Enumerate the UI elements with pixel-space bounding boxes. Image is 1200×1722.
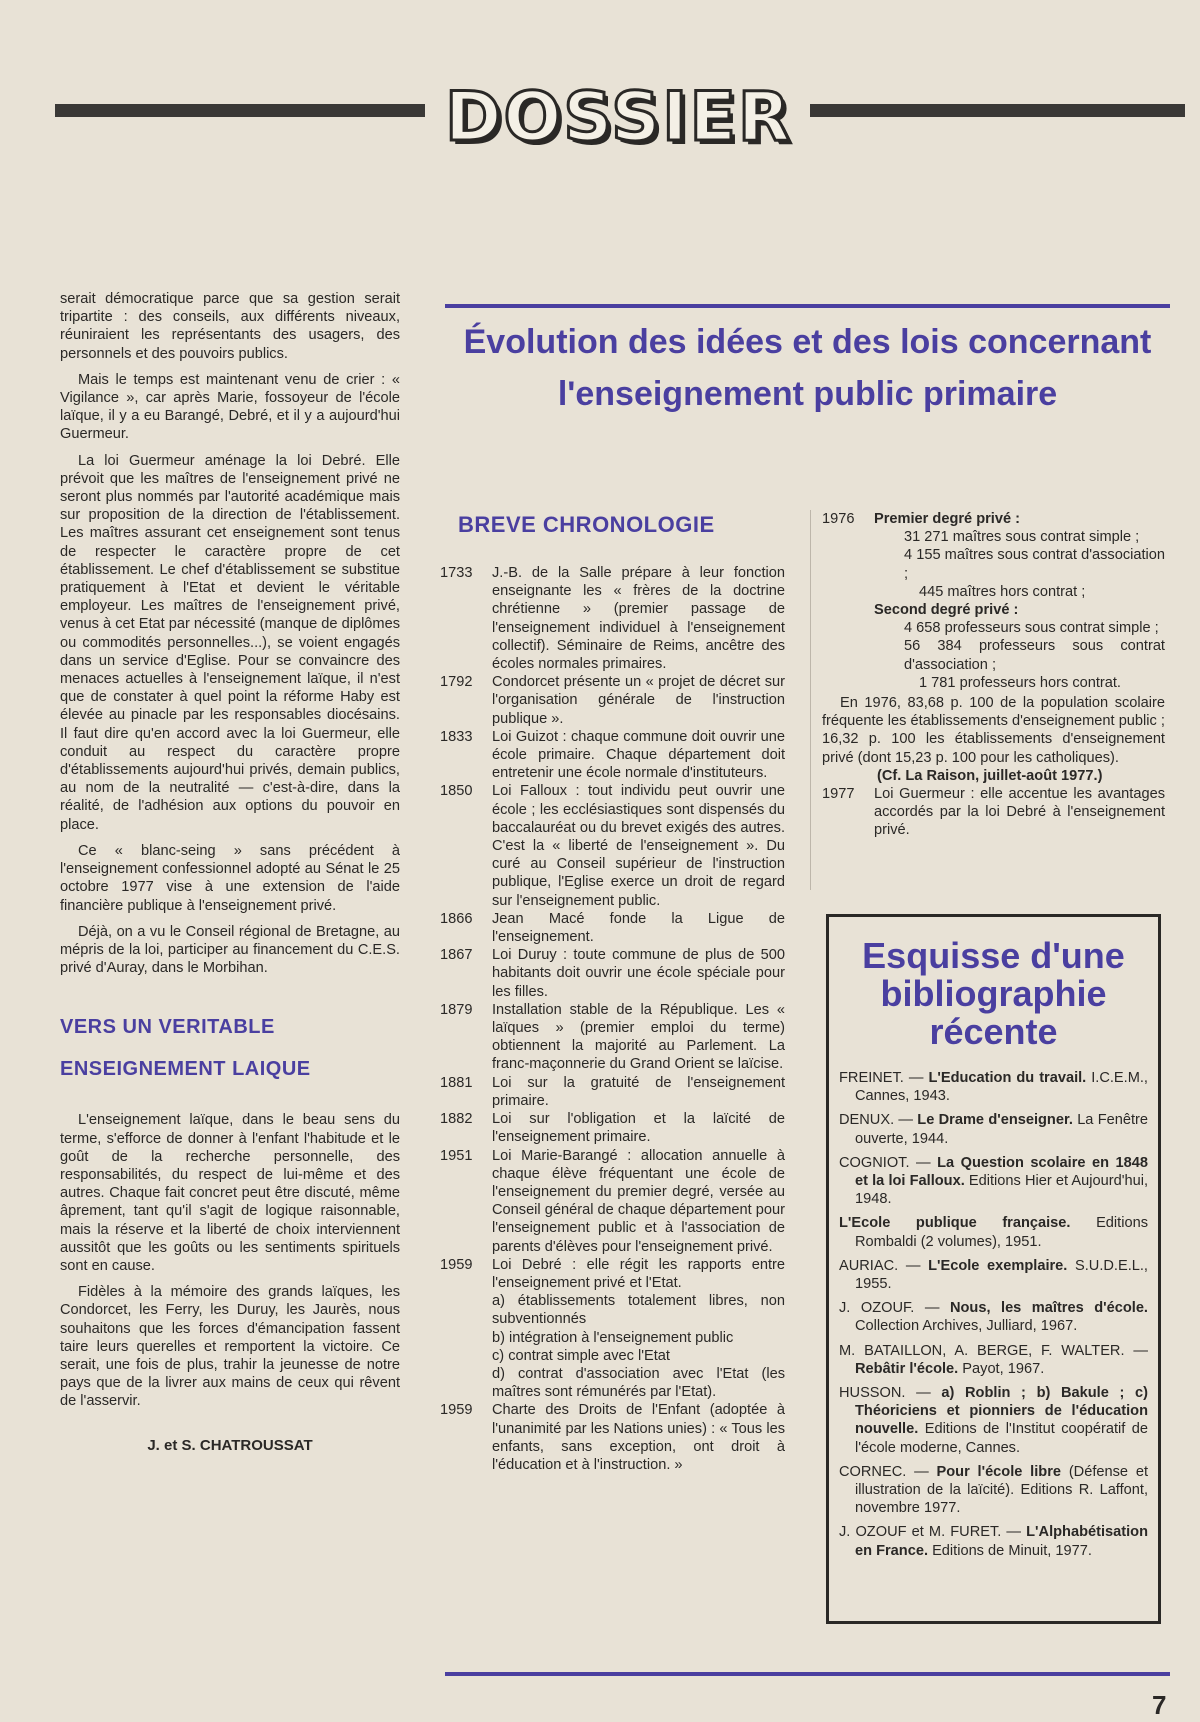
entry-text: J.-B. de la Salle prépare à leur fonction enseignante les « frères de la doctrine chrétienne » (premier passage de l'enseignement individuel à l'enseignement collectif). Séminaire de Reims, ancêtre des écoles normales primaires.	[492, 565, 785, 673]
entry-text: Condorcet présente un « projet de décret sur l'organisation générale de l'instruction publique ».	[492, 674, 785, 727]
bibliography-list	[839, 1069, 1148, 1560]
subheading-line: ENSEIGNEMENT LAIQUE	[60, 1058, 311, 1081]
chronology-continued	[822, 510, 1165, 840]
column-divider	[810, 510, 811, 890]
article-rule-top	[445, 304, 1170, 308]
entry-text: Loi Guizot : chaque commune doit ouvrir une école primaire. Chaque département doit entretenir une école normale d'instituteurs.	[492, 728, 785, 782]
entry-year: 1879	[440, 1001, 473, 1018]
header-rule-left	[55, 104, 425, 117]
bibliography-entry	[839, 1154, 1148, 1209]
section-label: DOSSIER	[445, 78, 793, 157]
chronology-entry	[822, 785, 1165, 840]
bib-author: CORNEC. —	[839, 1463, 937, 1480]
bib-publisher: La Fenêtre ouverte, 1944.	[855, 1112, 1148, 1147]
bibliography-box	[826, 914, 1161, 1624]
paragraph: La loi Guermeur aménage la loi Debré. Elle prévoit que les maîtres de l'enseignement privé ne seront plus nommés par l'autorité académique mais sur proposition de la direction de l'établissement. Les maîtres assurant cet enseignement sont tenus de respecter le caractère propre de cet établissement. Le chef d'établissement se substitue pratiquement à l'Etat et devient le véritable employeur. Les maîtres de l'enseignement privé, venus à cet Etat par nécessité (manque de diplômes ou commodités personnelles...), se voient engagés dans un service d'Eglise. Pour se convaincre des menaces actuelles à l'enseignement laïque, il n'est que de constater à quel point la réforme Haby est élevée au pinacle par les responsables diocésains. Il faut dire qu'en accord avec la loi Guermeur, elle conduit au respect du caractère propre d'établissements aujourd'hui privés, demain publics, au nom de la neutralité — c'est-à-dire, dans la réalité, de l'adhésion aux options du pouvoir en place.	[60, 452, 400, 833]
bibliography-entry	[839, 1299, 1148, 1335]
chronology-list	[440, 564, 785, 1474]
chronology-heading: BREVE CHRONOLOGIE	[458, 512, 715, 537]
bib-publisher: S.U.D.E.L., 1955.	[855, 1257, 1148, 1293]
chronology-entry	[440, 1147, 785, 1256]
chronology-entry	[440, 910, 785, 946]
subheading	[60, 1015, 400, 1081]
entry-text: Loi sur l'obligation et la laïcité de l'enseignement primaire.	[492, 1111, 785, 1146]
entry-year: 1881	[440, 1074, 473, 1091]
entry-text	[492, 1256, 785, 1402]
bib-publisher: Editions Hier et Aujourd'hui, 1948.	[855, 1173, 1149, 1208]
stats-line: 56 384 professeurs sous contrat d'association ;	[904, 638, 1165, 673]
entry-year: 1951	[440, 1147, 473, 1164]
subheading-line: VERS UN VERITABLE	[60, 1016, 275, 1039]
entry-year: 1959	[440, 1402, 473, 1419]
entry-text: Loi Duruy : toute commune de plus de 500 habitants doit ouvrir une école spéciale pour les filles.	[492, 947, 785, 1000]
bibliography-title: Esquisse d'une bibliographie récente	[862, 935, 1125, 1052]
bibliography-entry	[839, 1523, 1148, 1559]
bib-title: La Question scolaire en 1848 et la loi Falloux.	[855, 1154, 1148, 1190]
bib-author: HUSSON. —	[839, 1385, 942, 1402]
bib-publisher: Editions de Minuit, 1977.	[932, 1542, 1092, 1559]
bib-publisher: (Défense et illustration de la laïcité). Editions R. Laffont, novembre 1977.	[855, 1463, 1148, 1517]
bib-title: Le Drame d'enseigner.	[917, 1112, 1078, 1129]
bib-title: L'Alphabétisation en France.	[855, 1524, 1148, 1559]
chronology-entry	[440, 1001, 785, 1074]
bib-author: M. BATAILLON, A. BERGE, F. WALTER. —	[839, 1342, 1148, 1359]
stats-label: Premier degré privé :	[874, 511, 1021, 527]
stats-label: Second degré privé :	[874, 602, 1019, 619]
paragraph: L'enseignement laïque, dans le beau sens du terme, s'efforce de donner à l'enfant l'habitude et le goût de la recherche personnelle, des responsabilités, du respect de lui-même et des autres. Chaque fait concret peut être discuté, même âprement, tant qu'il s'agit de logique raisonnable, mais la réserve et la liberté de choix interviennent aussitôt que les goûts ou les sentiments spirituels sont en cause.	[60, 1112, 400, 1274]
entry-text	[874, 510, 1165, 692]
chronology-entry	[440, 946, 785, 1001]
entry-year: 1833	[440, 728, 473, 745]
page-number: 7	[1152, 1690, 1167, 1720]
entry-item: c) contrat simple avec l'Etat	[492, 1347, 670, 1364]
stats-paragraph: En 1976, 83,68 p. 100 de la population scolaire fréquente les établissements d'enseignement public ; 16,32 p. 100 les établissements d'enseignement privé (dont 15,23 p. 100 pour les catholiques).	[822, 695, 1165, 766]
bib-title: Pour l'école libre	[936, 1463, 1069, 1480]
article-rule-bottom	[445, 1672, 1170, 1676]
bib-publisher: I.C.E.M., Cannes, 1943.	[855, 1070, 1148, 1105]
entry-year: 1792	[440, 674, 473, 691]
bibliography-entry	[839, 1069, 1148, 1105]
chronology-entry	[440, 1074, 785, 1110]
bib-title: Rebâtir l'école.	[855, 1360, 963, 1377]
paragraph: Ce « blanc-seing » sans précédent à l'enseignement confessionnel adopté au Sénat le 25 octobre 1977 vise à une extension de l'aide financière publique à l'enseignement privé.	[60, 842, 400, 914]
bibliography-entry	[839, 1342, 1148, 1378]
entry-text: Loi Guermeur : elle accentue les avantages accordés par la loi Debré à l'enseignement privé.	[874, 786, 1165, 839]
entry-year: 1867	[440, 947, 473, 964]
article-title: Évolution des idées et des lois concernant l'enseignement public primaire	[463, 323, 1152, 413]
entry-text: Jean Macé fonde la Ligue de l'enseignement.	[492, 910, 785, 946]
chronology-entry	[440, 728, 785, 783]
chronology-entry	[440, 1401, 785, 1474]
bib-publisher: Payot, 1967.	[962, 1360, 1045, 1377]
chronology-entry	[440, 1256, 785, 1402]
paragraph: serait démocratique parce que sa gestion serait tripartite : des conseils, aux différents niveaux, réuniraient les représentants des usagers, des personnels et des pouvoirs publics.	[60, 291, 400, 362]
entry-item: a) établissements totalement libres, non subventionnés	[492, 1293, 785, 1328]
stats-line: 31 271 maîtres sous contrat simple ;	[904, 529, 1140, 546]
entry-year: 1977	[822, 786, 855, 803]
bibliography-entry	[839, 1384, 1148, 1457]
chronology-entry	[440, 1110, 785, 1146]
entry-text: Loi Marie-Barangé : allocation annuelle à chaque élève fréquentant une école de l'enseignement du premier degré, versée au Conseil général de chaque département pour l'enseignement public et à l'association de parents d'élèves pour l'enseignement privé.	[492, 1147, 785, 1255]
bib-author: J. OZOUF. —	[839, 1300, 950, 1317]
entry-year: 1733	[440, 565, 473, 581]
bib-publisher: Editions Rombaldi (2 volumes), 1951.	[855, 1215, 1148, 1250]
entry-text: Installation stable de la République. Les « laïques » (premier emploi du terme) obtiennent la majorité au Parlement. La franc-maçonnerie du Grand Orient se laïcise.	[492, 1001, 785, 1073]
bib-author: J. OZOUF et M. FURET. —	[839, 1524, 1027, 1541]
bib-title: Nous, les maîtres d'école.	[949, 1300, 1148, 1317]
entry-year: 1866	[440, 910, 473, 927]
bibliography-entry	[839, 1463, 1148, 1518]
bib-title: L'Ecole exemplaire.	[928, 1257, 1075, 1274]
paragraph: Déjà, on a vu le Conseil régional de Bretagne, au mépris de la loi, participer au financement du C.E.S. privé d'Auray, dans le Morbihan.	[60, 923, 400, 977]
paragraph: Mais le temps est maintenant venu de crier : « Vigilance », car après Marie, fossoyeur de l'école laïque, il y a eu Barangé, Debré, et il y a aujourd'hui Guermeur.	[60, 371, 400, 443]
bib-author: AURIAC. —	[839, 1257, 929, 1274]
entry-year: 1850	[440, 783, 473, 800]
entry-text: Loi sur la gratuité de l'enseignement primaire.	[492, 1074, 785, 1109]
entry-item: d) contrat d'association avec l'Etat (les maîtres sont rémunérés par l'Etat).	[492, 1365, 785, 1401]
entry-text: Charte des Droits de l'Enfant (adoptée à l'unanimité par les Nations unies) : « Tous les enfants, sans exception, ont droit à l'éducation et à l'instruction. »	[492, 1402, 785, 1473]
stats-line: 445 maîtres hors contrat ;	[919, 583, 1086, 600]
bib-title: a) Roblin ; b) Bakule ; c) Théoriciens et pionniers de l'éducation nouvelle.	[855, 1385, 1148, 1438]
stats-line: 1 781 professeurs hors contrat.	[919, 674, 1121, 691]
left-column	[60, 290, 400, 1455]
bibliography-entry	[839, 1214, 1148, 1250]
stats-line: 4 658 professeurs sous contrat simple ;	[904, 620, 1159, 637]
entry-item: b) intégration à l'enseignement public	[492, 1329, 734, 1346]
bib-publisher: Collection Archives, Julliard, 1967.	[855, 1318, 1078, 1335]
stats-line: 4 155 maîtres sous contrat d'association ;	[904, 547, 1165, 582]
citation: (Cf. La Raison, juillet-août 1977.)	[877, 767, 1103, 784]
header-rule-right	[810, 104, 1185, 117]
bibliography-entry	[839, 1111, 1148, 1147]
entry-intro: Loi Debré : elle régit les rapports entre l'enseignement privé et l'Etat.	[492, 1256, 785, 1291]
entry-year: 1882	[440, 1111, 473, 1128]
author-signature: J. et S. CHATROUSSAT	[147, 1436, 313, 1454]
entry-year: 1976	[822, 511, 855, 527]
bib-author: COGNIOT. —	[839, 1154, 938, 1171]
bib-publisher: Editions de l'Institut coopératif de l'école moderne, Cannes.	[855, 1421, 1149, 1456]
paragraph: Fidèles à la mémoire des grands laïques, les Condorcet, les Ferry, les Duruy, les Jaurès, nous souhaitons que les forces d'émancipation fassent taire leurs querelles et remportent la victoire. Ce serait, une fois de plus, trahir la jeunesse de notre pays que de la livrer aux mains de ceux qui rêvent de l'asservir.	[60, 1284, 400, 1410]
bib-author: DENUX. —	[839, 1112, 918, 1129]
chronology-entry	[440, 564, 785, 673]
bib-author: FREINET. —	[839, 1070, 929, 1086]
entry-text: Loi Falloux : tout individu peut ouvrir une école ; les ecclésiastiques sont dispensés du baccalauréat ou du brevet exigés des autres. C'est la « liberté de l'enseignement ». Du curé au Conseil supérieur de l'instruction publique, l'Eglise exerce un droit de regard sur l'enseignement public.	[492, 783, 785, 909]
chronology-entry	[440, 782, 785, 909]
bib-title: L'Education du travail.	[928, 1070, 1092, 1086]
entry-year: 1959	[440, 1256, 473, 1273]
chronology-entry	[440, 673, 785, 728]
chronology-entry	[822, 510, 1165, 692]
bibliography-entry	[839, 1257, 1148, 1293]
bib-title: L'Ecole publique française.	[839, 1215, 1097, 1232]
